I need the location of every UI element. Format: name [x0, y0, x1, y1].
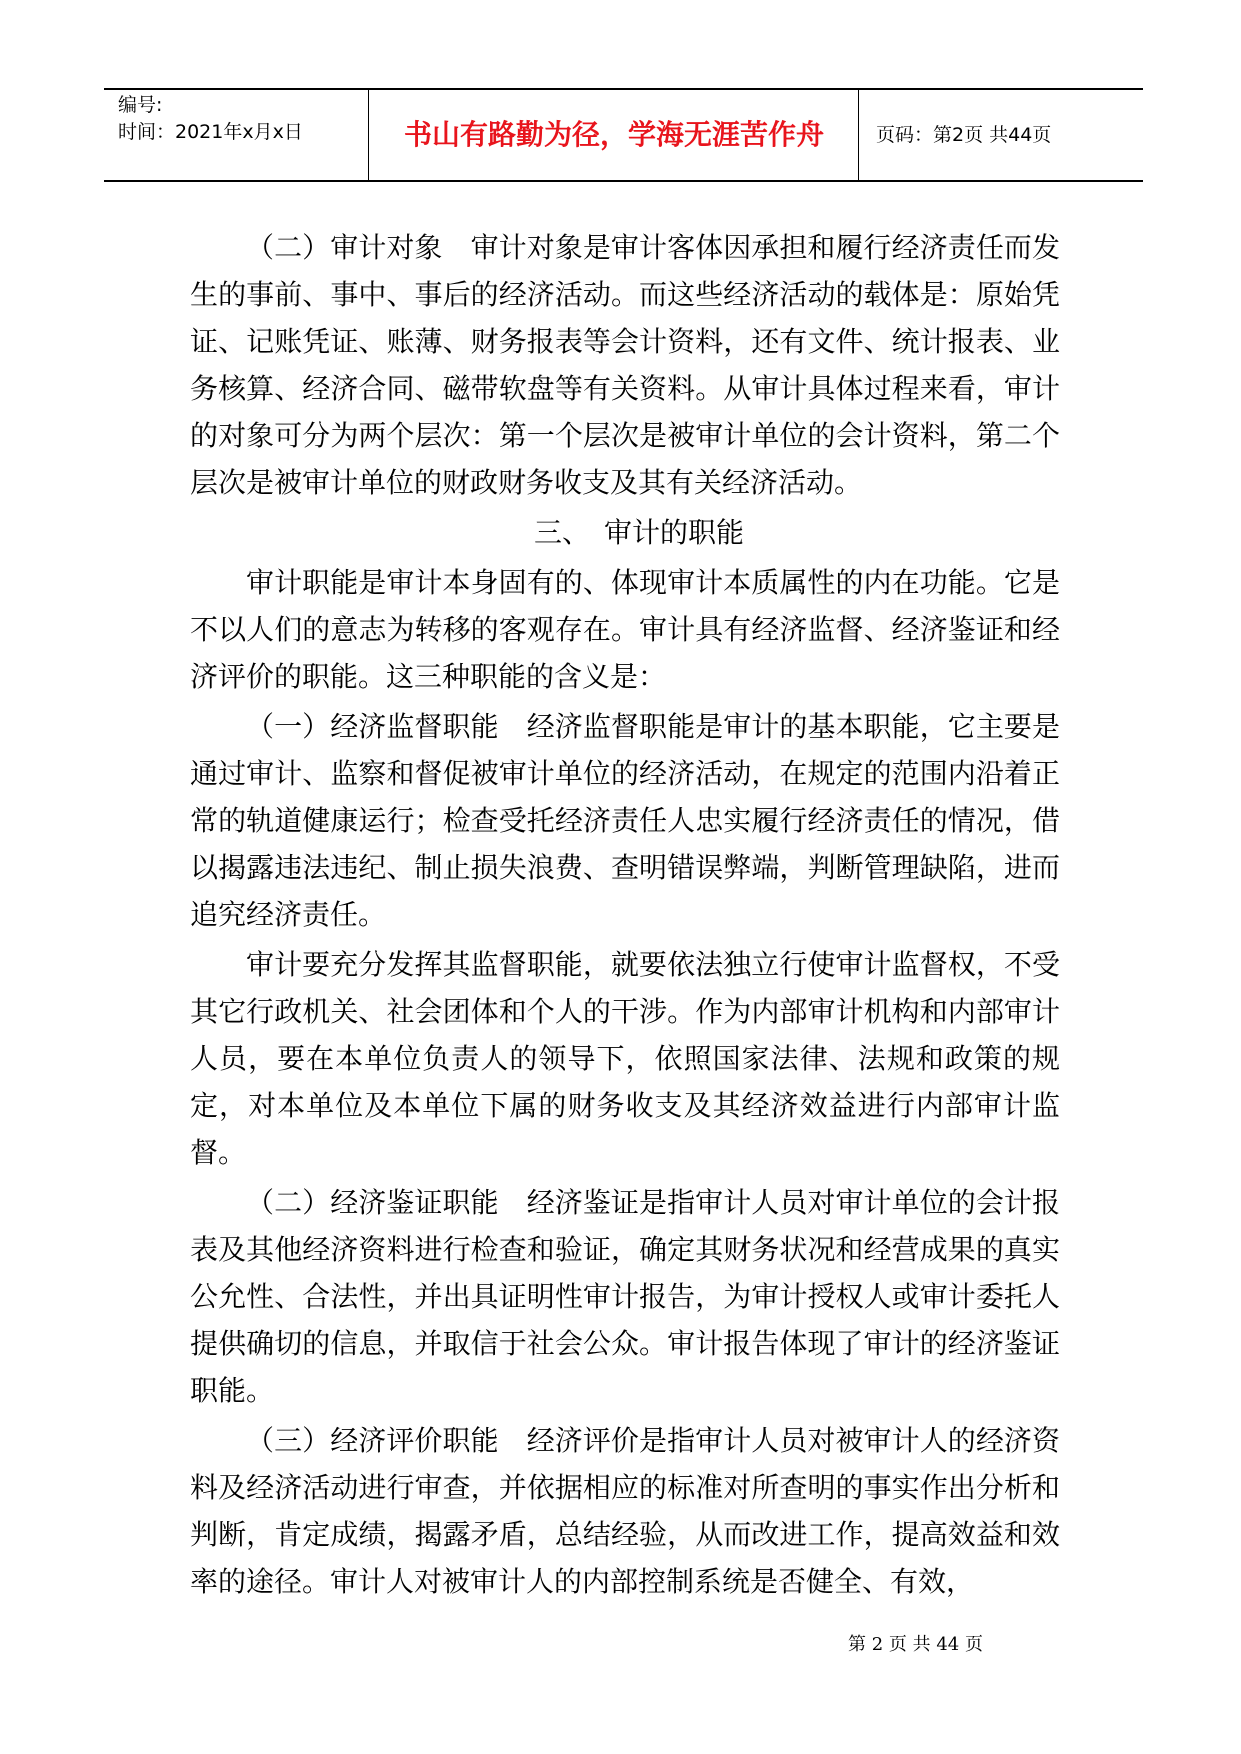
paragraph-attestation-function: （二）经济鉴证职能 经济鉴证是指审计人员对审计单位的会计报表及其他经济资料进行检查和验证，确定其财务状况和经营成果的真实公允性、合法性，并出具证明性审计报告，为审计授权人或审计委托人提供确切的信息，并取信于社会公众。审计报告体现了审计的经济鉴证职能。 [190, 1186, 1060, 1407]
paragraph-supervision-authority: 审计要充分发挥其监督职能，就要依法独立行使审计监督权，不受其它行政机关、社会团体和个人的干涉。作为内部审计机构和内部审计人员，要在本单位负责人的领导下，依照国家法律、法规和政策的规定，对本单位及本单位下属的财务收支及其经济效益进行内部审计监督。 [190, 948, 1060, 1169]
paragraph-audit-object: （二）审计对象 审计对象是审计客体因承担和履行经济责任而发生的事前、事中、事后的经济活动。而这些经济活动的载体是：原始凭证、记账凭证、账薄、财务报表等会计资料，还有文件、统计报表、业务核算、经济合同、磁带软盘等有关资料。从审计具体过程来看，审计的对象可分为两个层次：第一个层次是被审计单位的会计资料，第二个层次是被审计单位的财政财务收支及其有关经济活动。 [190, 231, 1060, 499]
header-motto: 书山有路勤为径，学海无涯苦作舟 [403, 118, 824, 151]
header-divider-right [858, 90, 859, 180]
page-header [104, 88, 1143, 182]
document-number-label: 编号: [118, 94, 163, 116]
header-meta [118, 92, 368, 146]
section-heading-audit-functions: 三、 审计的职能 [533, 516, 744, 549]
header-page-info: 页码：第2页 共44页 [876, 124, 1052, 146]
paragraph-supervision-function: （一）经济监督职能 经济监督职能是审计的基本职能，它主要是通过审计、监察和督促被审计单位的经济活动，在规定的范围内沿着正常的轨道健康运行；检查受托经济责任人忠实履行经济责任的情况，借以揭露违法违纪、制止损失浪费、查明错误弊端，判断管理缺陷，进而追究经济责任。 [190, 710, 1060, 931]
header-divider-left [368, 90, 369, 180]
document-time-label: 时间：2021年x月x日 [118, 121, 303, 143]
page-footer: 第 2 页 共 44 页 [848, 1634, 983, 1655]
paragraph-functions-intro: 审计职能是审计本身固有的、体现审计本质属性的内在功能。它是不以人们的意志为转移的客观存在。审计具有经济监督、经济鉴证和经济评价的职能。这三种职能的含义是： [190, 566, 1060, 693]
document-body [190, 224, 1060, 1608]
paragraph-evaluation-function: （三）经济评价职能 经济评价是指审计人员对被审计人的经济资料及经济活动进行审查，并依据相应的标准对所查明的事实作出分析和判断，肯定成绩，揭露矛盾，总结经验，从而改进工作，提高效益和效率的途径。审计人对被审计人的内部控制系统是否健全、有效， [190, 1424, 1060, 1598]
